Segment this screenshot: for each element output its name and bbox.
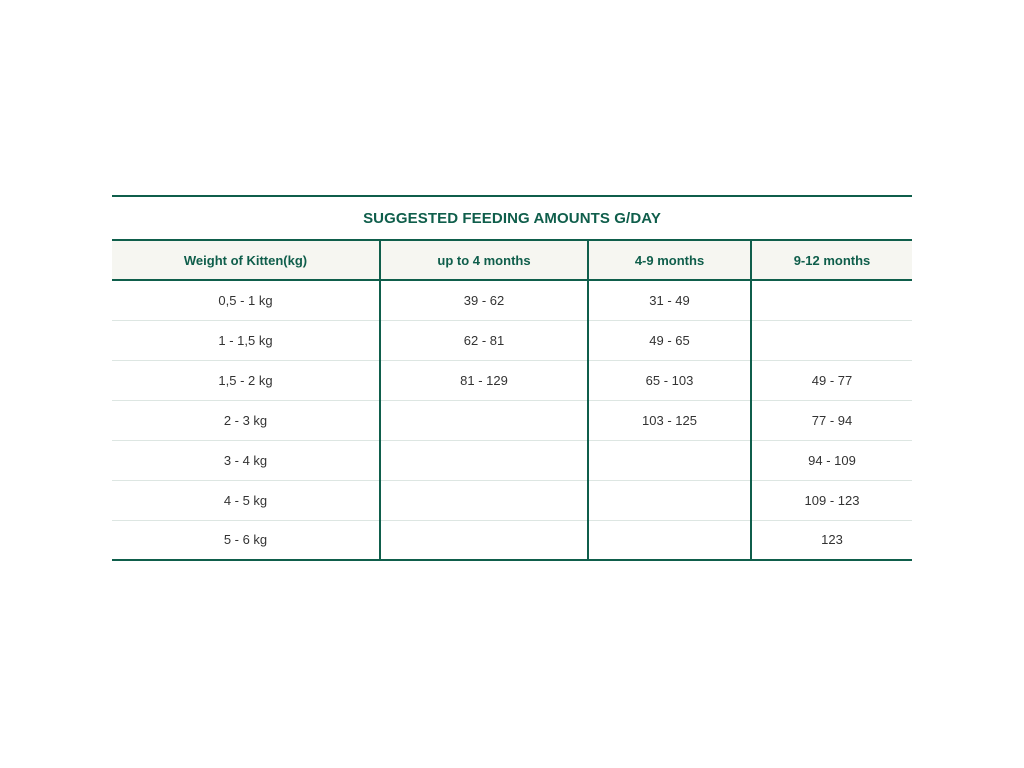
table-row [112,480,912,520]
table-cell: 49 - 77 [751,360,912,400]
table-cell [588,520,751,560]
column-header-up-to-4-months: up to 4 months [380,240,588,280]
table-cell: 103 - 125 [588,400,751,440]
table-cell: 62 - 81 [380,320,588,360]
column-header-4-9-months: 4-9 months [588,240,751,280]
table-cell: 31 - 49 [588,280,751,320]
table-cell [588,440,751,480]
table-cell: 4 - 5 kg [112,480,380,520]
table-title: SUGGESTED FEEDING AMOUNTS G/DAY [363,209,661,227]
table-cell [751,280,912,320]
table-cell [751,320,912,360]
table-cell: 0,5 - 1 kg [112,280,380,320]
table-body [112,280,912,560]
table-row [112,520,912,560]
table-cell: 109 - 123 [751,480,912,520]
table-cell: 5 - 6 kg [112,520,380,560]
table-row [112,280,912,320]
table-cell [380,440,588,480]
table-cell: 94 - 109 [751,440,912,480]
feeding-amounts-table [112,239,912,561]
table-row [112,400,912,440]
table-cell: 3 - 4 kg [112,440,380,480]
table-cell: 77 - 94 [751,400,912,440]
table-cell [380,480,588,520]
table-cell: 49 - 65 [588,320,751,360]
table-title-bar [112,195,912,239]
table-row [112,320,912,360]
table-header [112,240,912,280]
table-cell: 123 [751,520,912,560]
table-row [112,360,912,400]
table-row [112,440,912,480]
column-header-weight: Weight of Kitten(kg) [112,240,380,280]
table-cell: 1,5 - 2 kg [112,360,380,400]
table-cell [380,520,588,560]
table-cell: 1 - 1,5 kg [112,320,380,360]
feeding-table [112,195,912,561]
table-cell: 65 - 103 [588,360,751,400]
table-cell [588,480,751,520]
table-cell: 2 - 3 kg [112,400,380,440]
header-row [112,240,912,280]
table-cell: 39 - 62 [380,280,588,320]
table-cell [380,400,588,440]
table-cell: 81 - 129 [380,360,588,400]
column-header-9-12-months: 9-12 months [751,240,912,280]
